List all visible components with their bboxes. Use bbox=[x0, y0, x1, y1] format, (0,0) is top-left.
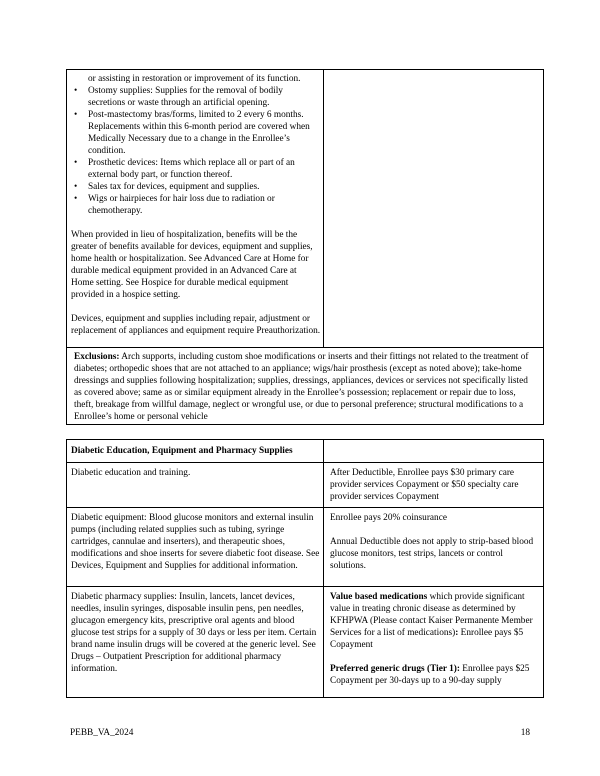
diabetic-supplies-table bbox=[66, 439, 544, 698]
benefit-paragraph-preauthorization: Devices, equipment and supplies including repair, adjustment or replacement of appliances and equipment require Preauthorization. bbox=[71, 314, 321, 336]
bullet-item-prosthetic: • Prosthetic devices: Items which replace all or part of an external body part, or function thereof. bbox=[71, 157, 321, 181]
exclusions-label: Exclusions: bbox=[74, 352, 120, 362]
bullet-item-wigs: • Wigs or hairpieces for hair loss due to radiation or chemotherapy. bbox=[71, 193, 321, 217]
table-section-title: Diabetic Education, Equipment and Pharmacy Supplies bbox=[67, 440, 324, 462]
table-row-equipment bbox=[67, 507, 543, 586]
page-footer bbox=[70, 727, 530, 739]
table-header-row bbox=[67, 440, 543, 462]
cost-share-cell bbox=[324, 508, 543, 586]
table-row-education bbox=[67, 462, 543, 507]
cost-share-paragraph-value-based: Value based medications which provide significant value in treating chronic disease as determined by KFHPWA (Please contact Kaiser Permanente Member Services for a list of medications): Enrollee pays $5 Copayment bbox=[330, 592, 533, 650]
table-row-pharmacy bbox=[67, 586, 543, 697]
cost-share-cell-empty bbox=[324, 70, 543, 347]
benefit-description-cell: Diabetic pharmacy supplies: Insulin, lancets, lancet devices, needles, insulin syringes, disposable insulin pens, pen needles, glucagon emergency kits, prescriptive oral agents and blood glucose test strips for a supply of 30 days or less per item. Certain brand name insulin drugs will be covered at the generic level. See Drugs – Outpatient Prescription for additional pharmacy information. bbox=[67, 587, 324, 697]
exclusions-row bbox=[67, 347, 543, 424]
continuation-text: or assisting in restoration or improvement of its function. bbox=[88, 74, 301, 84]
footer-page-number: 18 bbox=[520, 728, 530, 738]
devices-equipment-row bbox=[67, 70, 543, 347]
cost-share-paragraph: Enrollee pays 20% coinsurance bbox=[330, 513, 447, 523]
cost-share-paragraph-generic: Preferred generic drugs (Tier 1): Enrollee pays $25 Copayment per 30-days up to a 90-day supply bbox=[330, 664, 530, 686]
bullet-item-sales-tax: • Sales tax for devices, equipment and supplies. bbox=[71, 181, 321, 193]
bullet-item-mastectomy: • Post-mastectomy bras/forms, limited to 2 every 6 months. Replacements within this 6-month period are covered when Medically Necessary due to a change in the Enrollee’s condition. bbox=[71, 109, 321, 157]
bullet-item-ostomy: • Ostomy supplies: Supplies for the removal of bodily secretions or waste through an artificial opening. bbox=[71, 85, 321, 109]
benefit-description-cell bbox=[67, 70, 324, 347]
footer-document-id: PEBB_VA_2024 bbox=[70, 728, 134, 738]
exclusions-text: Arch supports, including custom shoe modifications or inserts and their fittings not related to the treatment of diabetes; orthopedic shoes that are not attached to an appliance; wigs/hair prosthesis (except as noted above); take-home dressings and supplies following hospitalization; supplies, dressings, appliances, devices or services not specifically listed as covered above; same as or similar equipment already in the Enrollee’s possession; replacement or repair due to loss, theft, breakage from willful damage, neglect or wrongful use, or due to personal preference; structural modifications to a Enrollee’s home or personal vehicle bbox=[74, 352, 529, 422]
benefit-paragraph-hospitalization: When provided in lieu of hospitalization, benefits will be the greater of benefits available for devices, equipment and supplies, home health or hospitalization. See Advanced Care at Home for durable medical equipment provided in an Advanced Care at Home setting. See Hospice for durable medical equipment provided in a hospice setting. bbox=[71, 230, 313, 300]
benefit-description-cell: Diabetic education and training. bbox=[67, 463, 324, 507]
cost-share-cell: After Deductible, Enrollee pays $30 primary care provider services Copayment or $50 specialty care provider services Copayment bbox=[330, 468, 519, 502]
devices-equipment-table bbox=[66, 69, 544, 425]
cost-share-cell bbox=[324, 587, 543, 697]
benefit-description-cell: Diabetic equipment: Blood glucose monitors and external insulin pumps (including related supplies such as tubing, syringe cartridges, cannulae and inserters), and therapeutic shoes, modifications and shoe inserts for severe diabetic foot disease. See Devices, Equipment and Supplies for additional information. bbox=[67, 508, 324, 586]
header-cell-empty bbox=[324, 440, 543, 462]
cost-share-paragraph: Annual Deductible does not apply to strip-based blood glucose monitors, test strips, lancets or control solutions. bbox=[330, 537, 534, 571]
